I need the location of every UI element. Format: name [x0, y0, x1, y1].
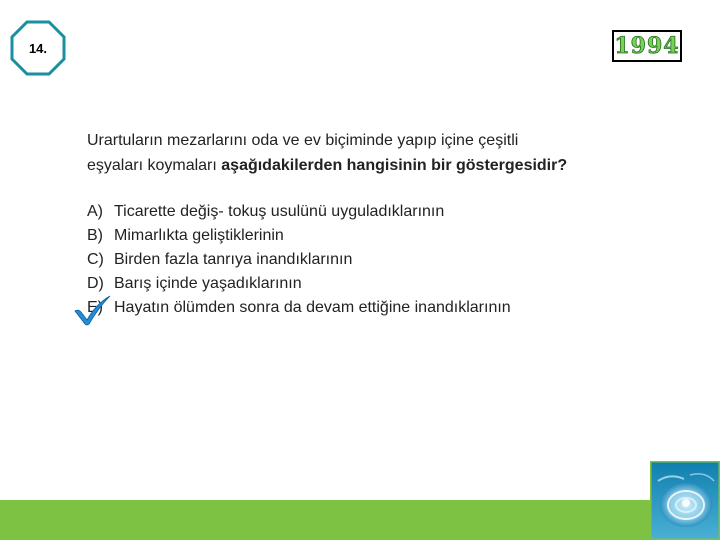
option-text: Birden fazla tanrıya inandıklarının	[114, 251, 353, 268]
option-text: Hayatın ölümden sonra da devam ettiğine inandıklarının	[114, 299, 511, 316]
option-letter: D)	[87, 275, 104, 292]
option-d[interactable]	[87, 272, 511, 296]
answer-options	[87, 200, 511, 320]
water-drop-image	[650, 461, 720, 540]
option-text: Ticarette değiş- tokuş usulünü uyguladıklarının	[114, 203, 445, 220]
question-number: 14.	[28, 40, 48, 56]
question-line-1: Urartuların mezarlarını oda ve ev biçiminde yapıp içine çeşitli	[87, 132, 519, 149]
year-text: 1994	[614, 33, 680, 59]
year-label	[612, 30, 682, 62]
option-text: Mimarlıkta geliştiklerinin	[114, 227, 284, 244]
option-c[interactable]	[87, 248, 511, 272]
option-b[interactable]	[87, 224, 511, 248]
option-letter: A)	[87, 203, 103, 220]
option-text: Barış içinde yaşadıklarının	[114, 275, 302, 292]
option-letter: E)	[87, 299, 103, 316]
option-e[interactable]	[87, 296, 511, 320]
option-letter: C)	[87, 251, 104, 268]
question-line-2-bold: aşağıdakilerden hangisinin bir göstergesidir?	[221, 157, 568, 174]
question-number-badge	[10, 20, 66, 76]
checkmark-icon	[72, 294, 112, 326]
question-text	[87, 128, 647, 178]
question-line-2-plain: eşyaları koymaları	[87, 157, 222, 174]
option-a[interactable]	[87, 200, 511, 224]
bottom-accent-bar	[0, 500, 650, 540]
question-line-2	[87, 153, 647, 178]
option-letter: B)	[87, 227, 103, 244]
